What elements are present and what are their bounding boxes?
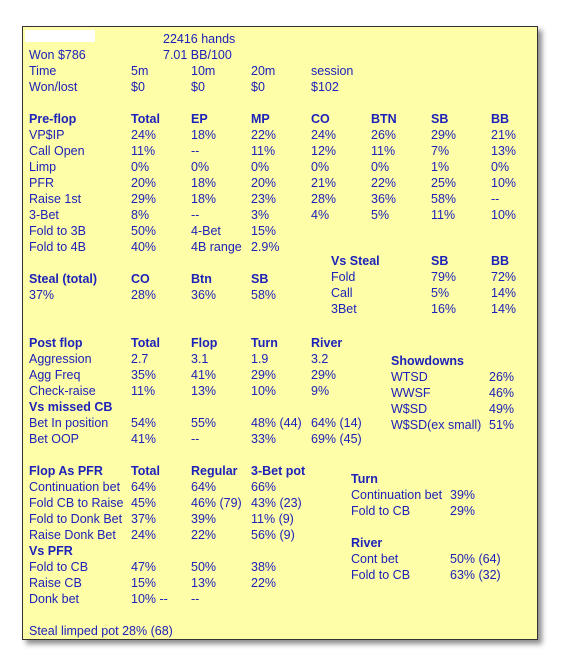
- preflop-row-cell: 13%: [491, 144, 517, 158]
- flop-pfr-row-label: Fold to Donk Bet: [29, 512, 123, 526]
- postflop-row-cell: 10%: [251, 384, 277, 398]
- steal-values-cell: 36%: [191, 288, 217, 302]
- vs-pfr-row-cell: 10% --: [131, 592, 168, 606]
- postflop-row-cell: 29%: [251, 368, 277, 382]
- preflop-row-cell: 10%: [491, 208, 517, 222]
- showdown-value: 51%: [489, 418, 515, 432]
- flop-pfr-row-label: Fold CB to Raise: [29, 496, 124, 510]
- vs-pfr-row-label: Raise CB: [29, 576, 82, 590]
- preflop-row-cell: 0%: [311, 160, 330, 174]
- time-period: 5m: [131, 64, 149, 78]
- flop-pfr-header-cell: 3-Bet pot: [251, 464, 306, 478]
- showdown-value: 26%: [489, 370, 515, 384]
- flop-pfr-row-cell: 43% (23): [251, 496, 302, 510]
- steal-header-label: Steal (total): [29, 272, 98, 286]
- preflop-row-cell: 24%: [131, 128, 157, 142]
- postflop-row-label: Agg Freq: [29, 368, 81, 382]
- postflop-row-cell: 29%: [311, 368, 337, 382]
- preflop-header-label: Pre-flop: [29, 112, 77, 126]
- postflop-row-cell: 9%: [311, 384, 330, 398]
- flop-pfr-row-label: Raise Donk Bet: [29, 528, 116, 542]
- preflop-row-label: Limp: [29, 160, 57, 174]
- fold-to-4bet-row-cell: 40%: [131, 240, 157, 254]
- vs-pfr-row-cell: 22%: [251, 576, 277, 590]
- steal-header-cell: Btn: [191, 272, 212, 286]
- preflop-row-cell: 25%: [431, 176, 457, 190]
- preflop-row-cell: 0%: [491, 160, 510, 174]
- river-value: 50% (64): [450, 552, 501, 566]
- preflop-row-cell: 11%: [371, 144, 396, 158]
- bet-oop-row-cell: 33%: [251, 432, 277, 446]
- vs-steal-row-label: Call: [331, 286, 353, 300]
- postflop-row-cell: 11%: [131, 384, 156, 398]
- preflop-header-cell: Total: [131, 112, 160, 126]
- preflop-row-cell: 5%: [371, 208, 390, 222]
- vs-pfr-title: Vs PFR: [29, 544, 73, 558]
- preflop-row-label: PFR: [29, 176, 54, 190]
- turn-label: Continuation bet: [351, 488, 443, 502]
- postflop-row-cell: 35%: [131, 368, 157, 382]
- flop-pfr-row-cell: 24%: [131, 528, 157, 542]
- preflop-row-cell: 10%: [491, 176, 517, 190]
- preflop-row-cell: 3%: [251, 208, 270, 222]
- vs-pfr-row-cell: 38%: [251, 560, 277, 574]
- postflop-row-cell: 41%: [191, 368, 217, 382]
- river-title: River: [351, 536, 383, 550]
- vs-pfr-row-cell: 13%: [191, 576, 217, 590]
- bet-in-position-row-cell: 54%: [131, 416, 157, 430]
- time-period: session: [311, 64, 354, 78]
- showdown-value: 46%: [489, 386, 515, 400]
- turn-title: Turn: [351, 472, 378, 486]
- preflop-row-cell: 21%: [491, 128, 517, 142]
- preflop-row-label: Call Open: [29, 144, 85, 158]
- preflop-row-label: Raise 1st: [29, 192, 82, 206]
- steal-values-label: 37%: [29, 288, 55, 302]
- postflop-header-cell: Total: [131, 336, 160, 350]
- postflop-row-label: Check-raise: [29, 384, 96, 398]
- time-label: Time: [29, 64, 57, 78]
- preflop-row-cell: 20%: [131, 176, 157, 190]
- vs-pfr-row-label: Fold to CB: [29, 560, 89, 574]
- preflop-row-cell: 36%: [371, 192, 397, 206]
- bet-oop-row-label: Bet OOP: [29, 432, 80, 446]
- wonlost-value: $102: [311, 80, 339, 94]
- preflop-row-cell: 0%: [131, 160, 150, 174]
- flop-pfr-row-cell: 64%: [131, 480, 157, 494]
- time-period: 20m: [251, 64, 276, 78]
- preflop-row-label: VP$IP: [29, 128, 65, 142]
- bet-in-position-row-label: Bet In position: [29, 416, 109, 430]
- flop-pfr-header-cell: Regular: [191, 464, 238, 478]
- bet-in-position-row-cell: 55%: [191, 416, 217, 430]
- flop-pfr-header-label: Flop As PFR: [29, 464, 103, 478]
- preflop-row-cell: 11%: [251, 144, 276, 158]
- vs-steal-row-cell: 5%: [431, 286, 450, 300]
- hud-stats-panel: [22, 26, 538, 640]
- postflop-header-cell: River: [311, 336, 343, 350]
- wonlost-value: $0: [191, 80, 205, 94]
- flop-pfr-row-cell: 11% (9): [251, 512, 294, 526]
- preflop-header-cell: MP: [251, 112, 270, 126]
- preflop-row-cell: 7%: [431, 144, 450, 158]
- preflop-row-cell: 29%: [131, 192, 157, 206]
- vs-pfr-row-cell: 50%: [191, 560, 217, 574]
- bet-in-position-row-cell: 48% (44): [251, 416, 302, 430]
- turn-label: Fold to CB: [351, 504, 411, 518]
- preflop-row-cell: 12%: [311, 144, 337, 158]
- vs-steal-row-cell: 79%: [431, 270, 457, 284]
- wonlost-label: Won/lost: [29, 80, 78, 94]
- postflop-row-cell: 3.1: [191, 352, 209, 366]
- fold-to-3bet-row-cell: 4-Bet: [191, 224, 221, 238]
- showdowns-title: Showdowns: [391, 354, 464, 368]
- preflop-row-cell: 0%: [371, 160, 390, 174]
- preflop-row-cell: 11%: [431, 208, 456, 222]
- steal-values-cell: 28%: [131, 288, 157, 302]
- steal-limped-pot: Steal limped pot 28% (68): [29, 624, 173, 638]
- vs-steal-header-cell: BB: [491, 254, 510, 268]
- flop-pfr-row-cell: 45%: [131, 496, 157, 510]
- showdown-label: W$SD: [391, 402, 428, 416]
- postflop-header-cell: Turn: [251, 336, 278, 350]
- bet-oop-row-cell: --: [191, 432, 200, 446]
- preflop-row-cell: --: [491, 192, 500, 206]
- won-amount: Won $786: [29, 48, 86, 62]
- vs-steal-row-cell: 16%: [431, 302, 457, 316]
- preflop-row-cell: 26%: [371, 128, 397, 142]
- flop-pfr-row-cell: 56% (9): [251, 528, 295, 542]
- preflop-header-cell: BB: [491, 112, 510, 126]
- vs-steal-row-cell: 72%: [491, 270, 517, 284]
- vs-pfr-row-cell: 47%: [131, 560, 157, 574]
- postflop-header-cell: Flop: [191, 336, 218, 350]
- steal-values-cell: 58%: [251, 288, 277, 302]
- preflop-row-cell: 28%: [311, 192, 337, 206]
- turn-value: 39%: [450, 488, 476, 502]
- preflop-row-cell: 22%: [371, 176, 397, 190]
- vs-pfr-row-cell: --: [191, 592, 200, 606]
- preflop-row-cell: 18%: [191, 192, 217, 206]
- fold-to-4bet-row-cell: 2.9%: [251, 240, 280, 254]
- preflop-row-cell: 21%: [311, 176, 337, 190]
- vs-pfr-row-cell: 15%: [131, 576, 157, 590]
- wonlost-value: $0: [251, 80, 265, 94]
- preflop-row-label: 3-Bet: [29, 208, 59, 222]
- fold-to-4bet-row-cell: 4B range: [191, 240, 242, 254]
- vs-steal-row-cell: 14%: [491, 286, 517, 300]
- preflop-row-cell: 11%: [131, 144, 156, 158]
- showdown-label: WWSF: [391, 386, 431, 400]
- time-period: 10m: [191, 64, 216, 78]
- preflop-row-cell: 4%: [311, 208, 330, 222]
- postflop-row-label: Aggression: [29, 352, 92, 366]
- river-label: Cont bet: [351, 552, 399, 566]
- preflop-header-cell: SB: [431, 112, 449, 126]
- flop-pfr-row-cell: 46% (79): [191, 496, 242, 510]
- flop-pfr-row-label: Continuation bet: [29, 480, 121, 494]
- vs-missed-cb-title: Vs missed CB: [29, 400, 113, 414]
- flop-pfr-row-cell: 64%: [191, 480, 217, 494]
- steal-header-cell: SB: [251, 272, 269, 286]
- hands-count: 22416 hands: [163, 32, 236, 46]
- fold-to-3bet-row-cell: 15%: [251, 224, 277, 238]
- postflop-row-cell: 3.2: [311, 352, 329, 366]
- preflop-row-cell: 20%: [251, 176, 277, 190]
- river-label: Fold to CB: [351, 568, 411, 582]
- vs-steal-row-label: Fold: [331, 270, 356, 284]
- bb-per-100: 7.01 BB/100: [163, 48, 232, 62]
- preflop-row-cell: 0%: [251, 160, 270, 174]
- showdown-label: WTSD: [391, 370, 428, 384]
- preflop-row-cell: --: [191, 208, 200, 222]
- fold-to-3bet-row-label: Fold to 3B: [29, 224, 86, 238]
- fold-to-3bet-row-cell: 50%: [131, 224, 157, 238]
- preflop-row-cell: 18%: [191, 128, 217, 142]
- bet-in-position-row-cell: 64% (14): [311, 416, 362, 430]
- turn-value: 29%: [450, 504, 476, 518]
- bet-oop-row-cell: 69% (45): [311, 432, 362, 446]
- preflop-row-cell: 24%: [311, 128, 337, 142]
- preflop-row-cell: --: [191, 144, 200, 158]
- vs-steal-header-label: Vs Steal: [331, 254, 380, 268]
- postflop-row-cell: 2.7: [131, 352, 149, 366]
- preflop-header-cell: BTN: [371, 112, 397, 126]
- wonlost-value: $0: [131, 80, 145, 94]
- bet-oop-row-cell: 41%: [131, 432, 157, 446]
- preflop-row-cell: 0%: [191, 160, 210, 174]
- steal-header-cell: CO: [131, 272, 150, 286]
- preflop-row-cell: 1%: [431, 160, 450, 174]
- flop-pfr-row-cell: 37%: [131, 512, 157, 526]
- showdown-label: W$SD(ex small): [391, 418, 482, 432]
- vs-pfr-row-label: Donk bet: [29, 592, 80, 606]
- fold-to-4bet-row-label: Fold to 4B: [29, 240, 86, 254]
- flop-pfr-header-cell: Total: [131, 464, 160, 478]
- flop-pfr-row-cell: 22%: [191, 528, 217, 542]
- preflop-row-cell: 18%: [191, 176, 217, 190]
- vs-steal-row-label: 3Bet: [331, 302, 357, 316]
- postflop-header-label: Post flop: [29, 336, 83, 350]
- preflop-row-cell: 8%: [131, 208, 150, 222]
- river-value: 63% (32): [450, 568, 501, 582]
- postflop-row-cell: 1.9: [251, 352, 269, 366]
- redacted-player-name: [25, 30, 95, 42]
- showdown-value: 49%: [489, 402, 515, 416]
- preflop-header-cell: CO: [311, 112, 330, 126]
- preflop-row-cell: 29%: [431, 128, 457, 142]
- flop-pfr-row-cell: 66%: [251, 480, 277, 494]
- preflop-row-cell: 58%: [431, 192, 457, 206]
- preflop-row-cell: 22%: [251, 128, 277, 142]
- preflop-row-cell: 23%: [251, 192, 277, 206]
- vs-steal-header-cell: SB: [431, 254, 449, 268]
- vs-steal-row-cell: 14%: [491, 302, 517, 316]
- postflop-row-cell: 13%: [191, 384, 217, 398]
- flop-pfr-row-cell: 39%: [191, 512, 217, 526]
- preflop-header-cell: EP: [191, 112, 208, 126]
